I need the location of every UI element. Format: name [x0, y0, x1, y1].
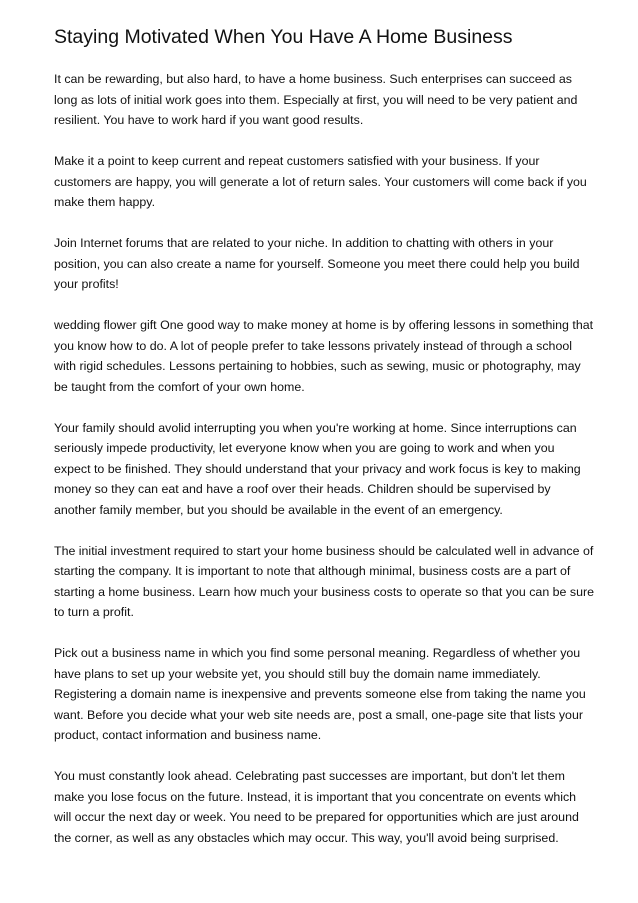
- paragraph-3: Join Internet forums that are related to your niche. In addition to chatting with others in your position, you can also create a name for yourself. Someone you meet there could help you build your profits!: [54, 236, 580, 291]
- paragraph-8: You must constantly look ahead. Celebrating past successes are important, but don't let them make you lose focus on the future. Instead, it is important that you concentrate on events which will occur the next day or week. You need to be prepared for opportunities which are just around the corner, as well as any obstacles which may occur. This way, you'll avoid being surprised.: [54, 769, 579, 845]
- paragraph-2: Make it a point to keep current and repeat customers satisfied with your business. If your customers are happy, you will generate a lot of return sales. Your customers will come back if you make them happy.: [54, 154, 587, 209]
- paragraph-6: The initial investment required to start your home business should be calculated well in advance of starting the company. It is important to note that although minimal, business costs are a part of starting a home business. Learn how much your business costs to operate so that you can be sure to turn a profit.: [54, 543, 594, 619]
- paragraph-4: wedding flower gift One good way to make money at home is by offering lessons in something that you know how to do. A lot of people prefer to take lessons privately instead of through a school with rigid schedules. Lessons pertaining to hobbies, such as sewing, music or photography, may be taught from the comfort of your own home.: [54, 318, 594, 394]
- paragraph-7: Pick out a business name in which you find some personal meaning. Regardless of whether you have plans to set up your website yet, you should still buy the domain name immediately. Registering a domain name is inexpensive and prevents someone else from taking the name you want. Before you decide what your web site needs are, post a small, one-page site that lists your product, contact information and business name.: [54, 646, 586, 742]
- paragraph-1: It can be rewarding, but also hard, to have a home business. Such enterprises can succeed as long as lots of initial work goes into them. Especially at first, you will need to be very patient and resilient. You have to work hard if you want good results.: [54, 72, 578, 127]
- document-page: [54, 24, 594, 869]
- document-title: Staying Motivated When You Have A Home Business: [54, 26, 513, 48]
- paragraph-5: Your family should avolid interrupting you when you're working at home. Since interruptions can seriously impede productivity, let everyone know when you are going to work and when you expect to be finished. They should understand that your privacy and work focus is key to making money so they can eat and have a roof over their heads. Children should be supervised by another family member, but you should be available in the event of an emergency.: [54, 420, 581, 517]
